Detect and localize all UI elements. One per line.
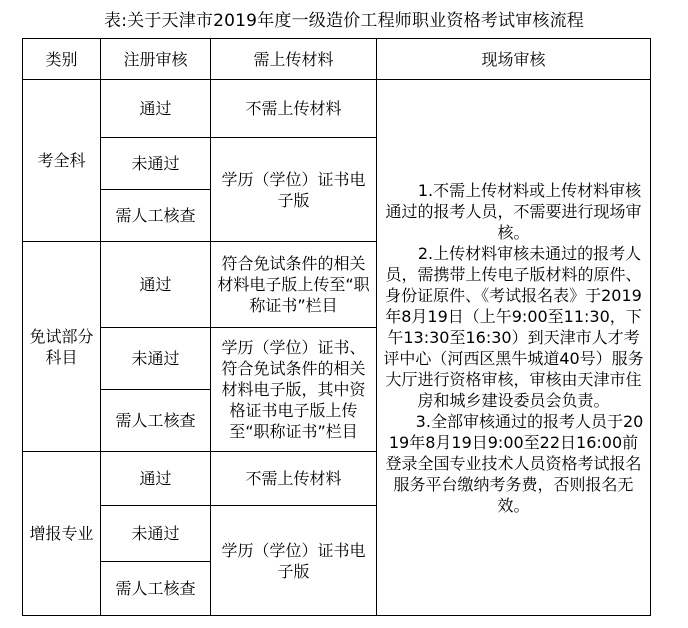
status-cell: 通过	[101, 80, 211, 138]
materials-cell: 符合免试条件的相关材料电子版上传至“职称证书”栏目	[211, 242, 377, 328]
materials-cell: 学历（学位）证书、符合免试条件的相关材料电子版，其中资格证书电子版上传至“职称证书”栏目	[211, 328, 377, 452]
status-cell: 未通过	[101, 328, 211, 390]
onsite-review-cell	[377, 80, 651, 616]
header-upload-materials: 需上传材料	[211, 39, 377, 80]
status-cell: 需人工核查	[101, 190, 211, 242]
materials-cell: 不需上传材料	[211, 452, 377, 506]
status-cell: 需人工核查	[101, 390, 211, 452]
materials-cell: 学历（学位）证书电子版	[211, 138, 377, 242]
onsite-paragraph: 2.上传材料审核未通过的报考人员，需携带上传电子版材料的原件、身份证原件、《考试报名表》于2019年8月19日（上午9:00至11:30，下午13:30至16:30）到天津市人才考评中心（河西区黑牛城道40号）服务大厅进行资格审核，审核由天津市住房和城乡建设委员会负责。	[383, 243, 644, 410]
header-registration-review: 注册审核	[101, 39, 211, 80]
category-cell: 考全科	[23, 80, 101, 242]
materials-cell: 学历（学位）证书电子版	[211, 506, 377, 616]
status-cell: 未通过	[101, 138, 211, 190]
status-cell: 需人工核查	[101, 562, 211, 616]
table-header-row	[23, 39, 651, 80]
status-cell: 未通过	[101, 506, 211, 562]
document-title: 表:关于天津市2019年度一级造价工程师职业资格考试审核流程	[104, 11, 584, 31]
onsite-paragraph: 3.全部审核通过的报考人员于2019年8月19日9:00至22日16:00前登录全国专业技术人员资格考试报名服务平台缴纳考务费，否则报名无效。	[385, 411, 644, 515]
status-cell: 通过	[101, 452, 211, 506]
materials-cell: 不需上传材料	[211, 80, 377, 138]
review-process-table	[22, 38, 651, 616]
header-onsite-review: 现场审核	[377, 39, 651, 80]
onsite-paragraph: 1.不需上传材料或上传材料审核通过的报考人员，不需要进行现场审核。	[385, 180, 642, 242]
status-cell: 通过	[101, 242, 211, 328]
header-category: 类别	[23, 39, 101, 80]
category-cell: 免试部分科目	[23, 242, 101, 452]
category-cell: 增报专业	[23, 452, 101, 616]
table-row	[23, 80, 651, 138]
